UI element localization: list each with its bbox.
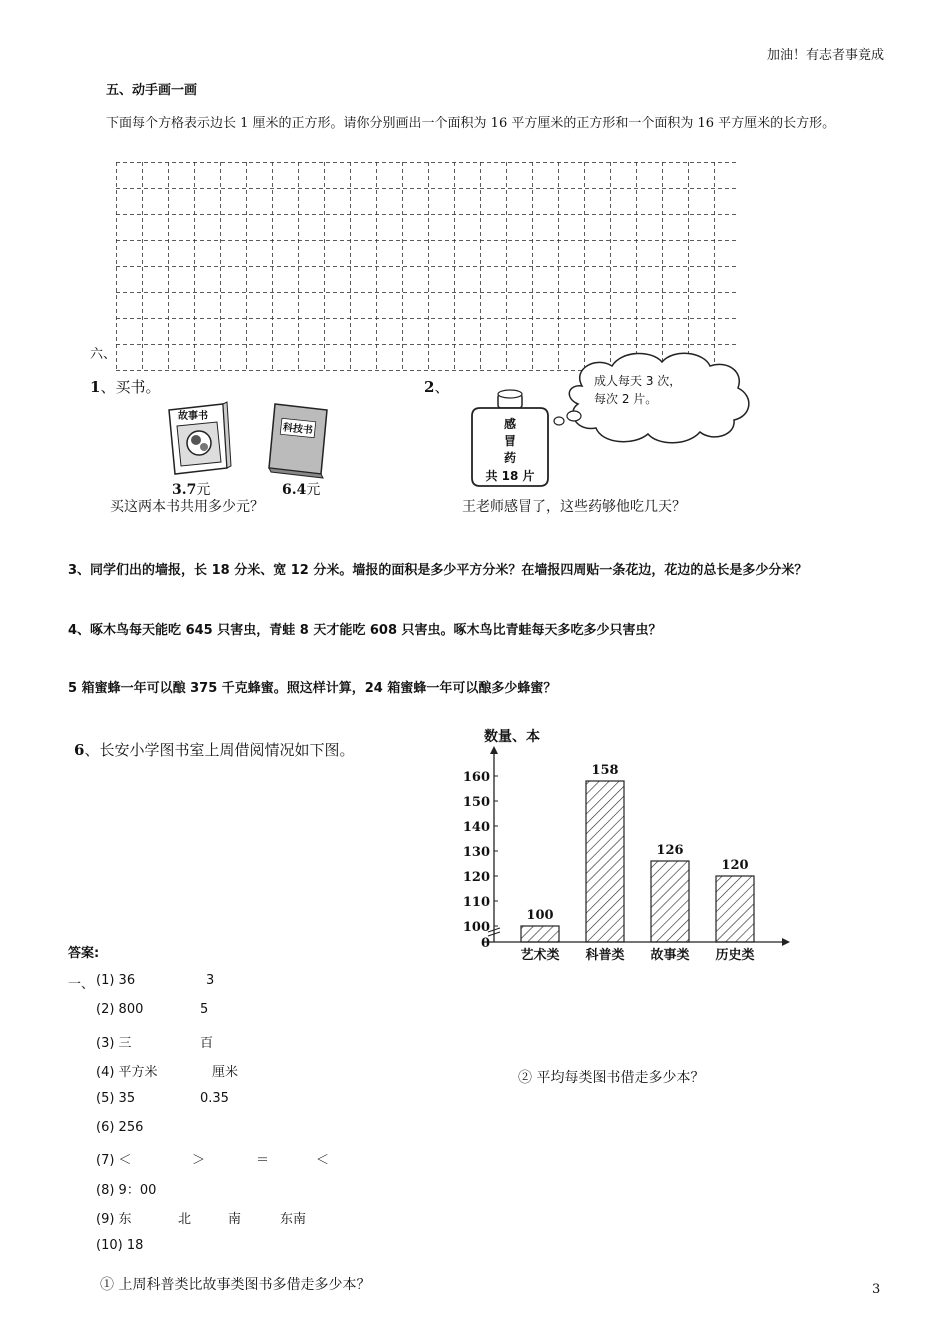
q4-text: 4、啄木鸟每天能吃 645 只害虫，青蛙 8 天才能吃 608 只害虫。啄木鸟比青蛙每天多吃多少只害虫？: [68, 623, 662, 638]
chart-y-tick-label: 130: [462, 845, 490, 860]
q6-sub1: ① 上周科普类比故事类图书多借走多少本？: [100, 1277, 371, 1293]
q2-question: 王老师感冒了，这些药够他吃几天？: [462, 499, 686, 515]
q1-title: 、买书。: [100, 378, 161, 396]
grid-vertical-lines: [116, 162, 739, 372]
price-story-value: 3.7: [172, 482, 197, 498]
answer-value: 北: [178, 1212, 192, 1228]
q2-sep: 、: [434, 378, 450, 396]
science-book-label: 科技书: [282, 422, 314, 437]
medicine-illustration: [462, 346, 792, 488]
answer-value: 东南: [280, 1212, 307, 1228]
bottle-line3: 药: [503, 451, 517, 465]
answer-item: (7) ＜: [96, 1153, 132, 1169]
answer-item: (5) 35: [96, 1090, 136, 1106]
chart-data-label: 120: [721, 858, 749, 873]
section6-label: 六、: [90, 347, 117, 362]
chart-category-label: 故事类: [650, 948, 690, 963]
chart-bar: [651, 861, 689, 942]
q2-number: 2: [424, 378, 435, 396]
answer-item: (6) 256: [96, 1120, 144, 1135]
header-motto: 加油！有志者事竟成: [766, 48, 884, 63]
borrowing-bar-chart: [460, 722, 800, 972]
answer-value: 厘米: [212, 1065, 239, 1081]
answer-value: ＞: [192, 1153, 206, 1169]
chart-y-tick-label: 0: [480, 936, 490, 951]
bottle-line2: 冒: [503, 434, 517, 448]
chart-data-label: 158: [591, 763, 619, 778]
bubble-line1: 成人每天 3 次，: [594, 374, 682, 388]
answer-item: (3) 三: [96, 1035, 132, 1051]
answers-title: 答案:: [68, 946, 100, 961]
q1-heading: [90, 376, 160, 397]
medicine-bottle: [472, 390, 548, 486]
answer-value: 5: [200, 1002, 209, 1018]
thought-bubble: [554, 353, 749, 442]
chart-y-tick-label: 150: [462, 795, 490, 810]
chart-y-tick-label: 120: [462, 870, 490, 885]
q2-heading: [424, 376, 449, 397]
answer-value: ＜: [316, 1153, 330, 1169]
chart-ylabel: 数量、本: [484, 729, 540, 745]
price-story-unit: 元: [196, 482, 211, 498]
answer-item: (2) 800: [96, 1002, 144, 1018]
chart-y-tick-label: 140: [462, 820, 490, 835]
q6-text: 、长安小学图书室上周借阅情况如下图。: [84, 741, 355, 759]
q1-question: 买这两本书共用多少元？: [110, 499, 264, 515]
section5-instruction: 下面每个方格表示边长 1 厘米的正方形。请你分别画出一个面积为 16 平方厘米的正方形和一个面积为 16 平方厘米的长方形。: [106, 116, 836, 131]
chart-data-label: 100: [526, 908, 554, 923]
page-number: 3: [872, 1282, 881, 1297]
answer-item: (4) 平方米: [96, 1065, 158, 1081]
answer-value: 南: [228, 1212, 242, 1228]
price-science-value: 6.4: [282, 482, 307, 498]
chart-y-axis-arrow: [490, 746, 498, 754]
answer-item: (1) 36: [96, 973, 136, 988]
q6-heading: [74, 739, 354, 760]
chart-bar: [521, 926, 559, 942]
story-book-image: [169, 402, 231, 474]
story-book-label: 故事书: [178, 411, 208, 422]
answer-item: (8) 9：00: [96, 1182, 157, 1198]
chart-category-label: 艺术类: [520, 948, 560, 963]
science-book-image: [269, 404, 327, 478]
chart-bar: [716, 876, 754, 942]
bottle-line4: 共 18 片: [485, 469, 535, 483]
chart-y-tick-label: 110: [462, 895, 490, 910]
q5-text: 5 箱蜜蜂一年可以酿 375 千克蜂蜜。照这样计算，24 箱蜜蜂一年可以酿多少蜂蜜？: [68, 681, 557, 696]
answer-value: 百: [200, 1035, 214, 1051]
price-science-unit: 元: [306, 482, 321, 498]
chart-bar: [586, 781, 624, 942]
answer-value: 3: [206, 973, 215, 988]
bubble-line2: 每次 2 片。: [594, 392, 658, 406]
books-illustration: [163, 398, 343, 480]
chart-y-tick-label: 160: [462, 770, 490, 785]
answer-value: ＝: [256, 1153, 270, 1169]
section5-heading: 五、动手画一画: [106, 83, 198, 98]
chart-category-label: 历史类: [715, 948, 755, 963]
answers-part: 一、: [68, 977, 95, 992]
chart-data-label: 126: [656, 843, 684, 858]
price-science-book: [282, 479, 320, 499]
answer-item: (10) 18: [96, 1237, 144, 1253]
chart-category-label: 科普类: [585, 948, 625, 963]
chart-y-tick-label: 100: [462, 920, 490, 935]
q6-number: 6: [74, 741, 85, 759]
q6-sub2: ② 平均每类图书借走多少本？: [518, 1070, 705, 1086]
bottle-line1: 感: [503, 417, 517, 431]
answer-item: (9) 东: [96, 1212, 132, 1228]
answer-value: 0.35: [200, 1090, 229, 1106]
q3-text: 3、同学们出的墙报，长 18 分米、宽 12 分米。墙报的面积是多少平方分米？在墙报四周贴一条花边，花边的总长是多少分米？: [68, 563, 808, 578]
q1-number: 1: [90, 378, 101, 396]
chart-x-axis-arrow: [782, 938, 790, 946]
